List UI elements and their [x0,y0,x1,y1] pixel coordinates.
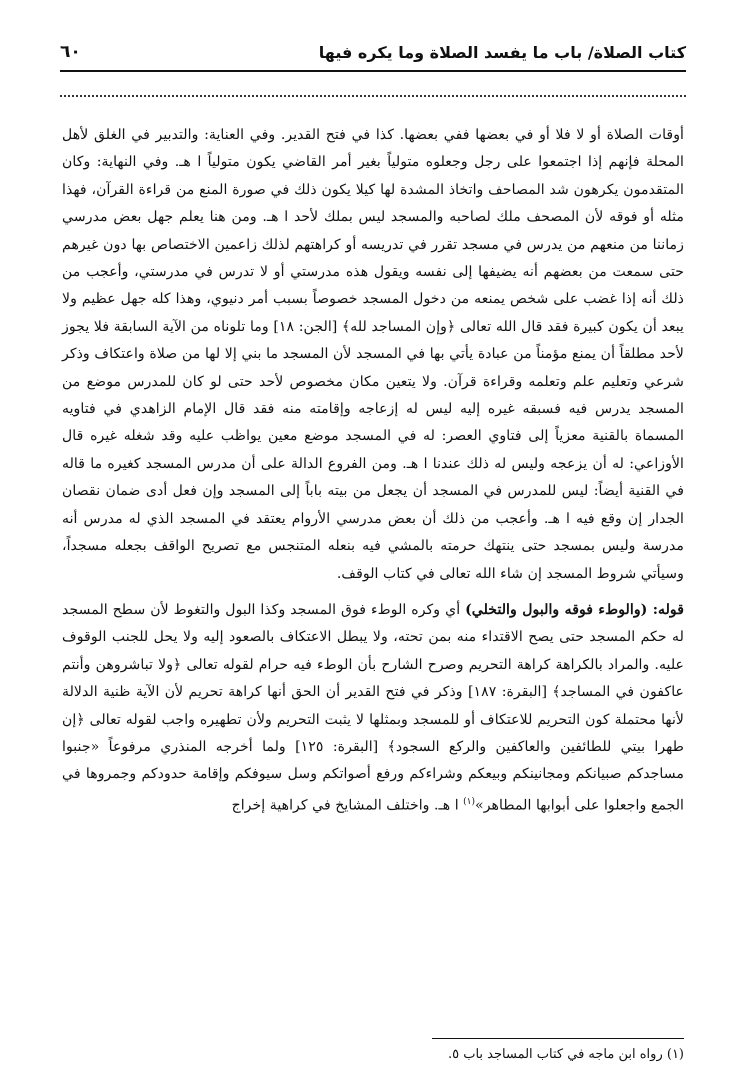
body-text [62,122,684,820]
dotted-separator [60,95,686,97]
running-header [60,34,686,70]
paragraph-text: أي وكره الوطء فوق المسجد وكذا البول والتغوط لأن سطح المسجد له حكم المسجد حتى يصح الاقتداء منه بمن تحته، ولا يبطل الاعتكاف بالصعود إليه ولا يحل للجنب الوقوف عليه. والمراد بالكراهة كراهة التحريم وصرح الشارح بأن الوطء فيه حرام لقوله تعالى ﴿ولا تباشروهن وأنتم عاكفون في المساجد﴾ [البقرة: ١٨٧] وذكر في فتح القدير أن الحق أنها كراهة تحريم لأن الآية ظنية الدلالة لأنها محتملة كون التحريم للاعتكاف أو للمسجد وبمثلها لا يثبت التحريم ولأن تطهيره واجب لقوله تعالى ﴿إن طهرا بيتي للطائفين والعاكفين والركع السجود﴾ [البقرة: ١٢٥] ولما أخرجه المنذري مرفوعاً «جنبوا مساجدكم صبيانكم ومجانينكم وبيعكم وشراءكم ورفع أصواتكم وسل سيوفكم وإقامة حدودكم وجمروها في الجمع واجعلوا على أبوابها المطاهر» [62,601,685,814]
footnote-rule [432,1038,684,1039]
paragraph-lead: قوله: (والوطء فوقه والبول والتخلي) [465,601,685,618]
paragraph [62,597,684,820]
header-rule [60,70,686,72]
paragraph: أوقات الصلاة أو لا فلا أو في بعضها ففي بعضها. كذا في فتح القدير. وفي العناية: والتدبير في الغلق لأهل المحلة فإنهم إذا اجتمعوا على رجل وجعلوه متولياً بغير أمر القاضي يكون متولياً ا هـ. وفي النهاية: وكان المتقدمون يكرهون شد المصاحف واتخاذ المشدة لها كيلا يكون ذلك في صورة المنع من قراءة القرآن، فهذا مثله أو فوقه لأن المصحف ملك لصاحبه والمسجد ليس بملك لأحد ا هـ. ومن هنا يعلم جهل بعض مدرسي زماننا من منعهم من يدرس في مسجد تقرر في تدريسه أو كراهتهم لذلك زاعمين الاختصاص بها دون غيرهم حتى سمعت من بعضهم أنه يضيفها إلى نفسه ويقول هذه مدرستي أو لا تدرس في مدرستي، وأعجب من ذلك أنه إذا غضب على شخص يمنعه من دخول المسجد خصوصاً بسبب أمر دنيوي، وهذا كله جهل عظيم ولا يبعد أن يكون كبيرة فقد قال الله تعالى ﴿وإن المساجد لله﴾ [الجن: ١٨] وما تلوناه من الآية السابقة فلا يجوز لأحد مطلقاً أن يمنع مؤمناً من عبادة يأتي بها في المسجد لأن المسجد ما بني إلا لها من صلاة واعتكاف وذكر شرعي وتعليم علم وتعلمه وقراءة قرآن. ولا يتعين مكان مخصوص لأحد حتى لو كان للمدرس موضع من المسجد يدرس فيه فسبقه غيره إليه ليس له إزعاجه وإقامته منه فقد قال الإمام الزاهدي في فتاويه المسماة بالقنية معزياً إلى فتاوي العصر: له في المسجد موضع معين يواظب عليه وقد شغله غيره قال الأوزاعي: له أن يزعجه وليس له ذلك عندنا ا هـ. ومن الفروع الدالة على أن مدرس المسجد كغيره ما قاله في القنية أيضاً: ليس للمدرس في المسجد أن يجعل من بيته باباً إلى المسجد وإن فعل أدى ضمان نقصان الجدار إن وقع فيه ا هـ. وأعجب من ذلك أن بعض مدرسي الأروام يعتقد في المسجد الذي له مدرس أنه مدرسة وليس بمسجد حتى ينتهك حرمته بالمشي فيه بنعله المتنجس مع تصريح الواقف بجعله مسجداً، وسيأتي شروط المسجد إن شاء الله تعالى في كتاب الوقف. [62,127,684,582]
footnote-reference[interactable]: (١) [463,796,476,807]
paragraph-tail: ا هـ. واختلف المشايخ في كراهية إخراج [231,797,464,814]
header-title: كتاب الصلاة/ باب ما يفسد الصلاة وما يكره فيها [318,42,686,62]
footnote: (١) رواه ابن ماجه في كتاب المساجد باب ٥. [447,1047,684,1062]
page-number: ٦٠ [60,42,81,62]
